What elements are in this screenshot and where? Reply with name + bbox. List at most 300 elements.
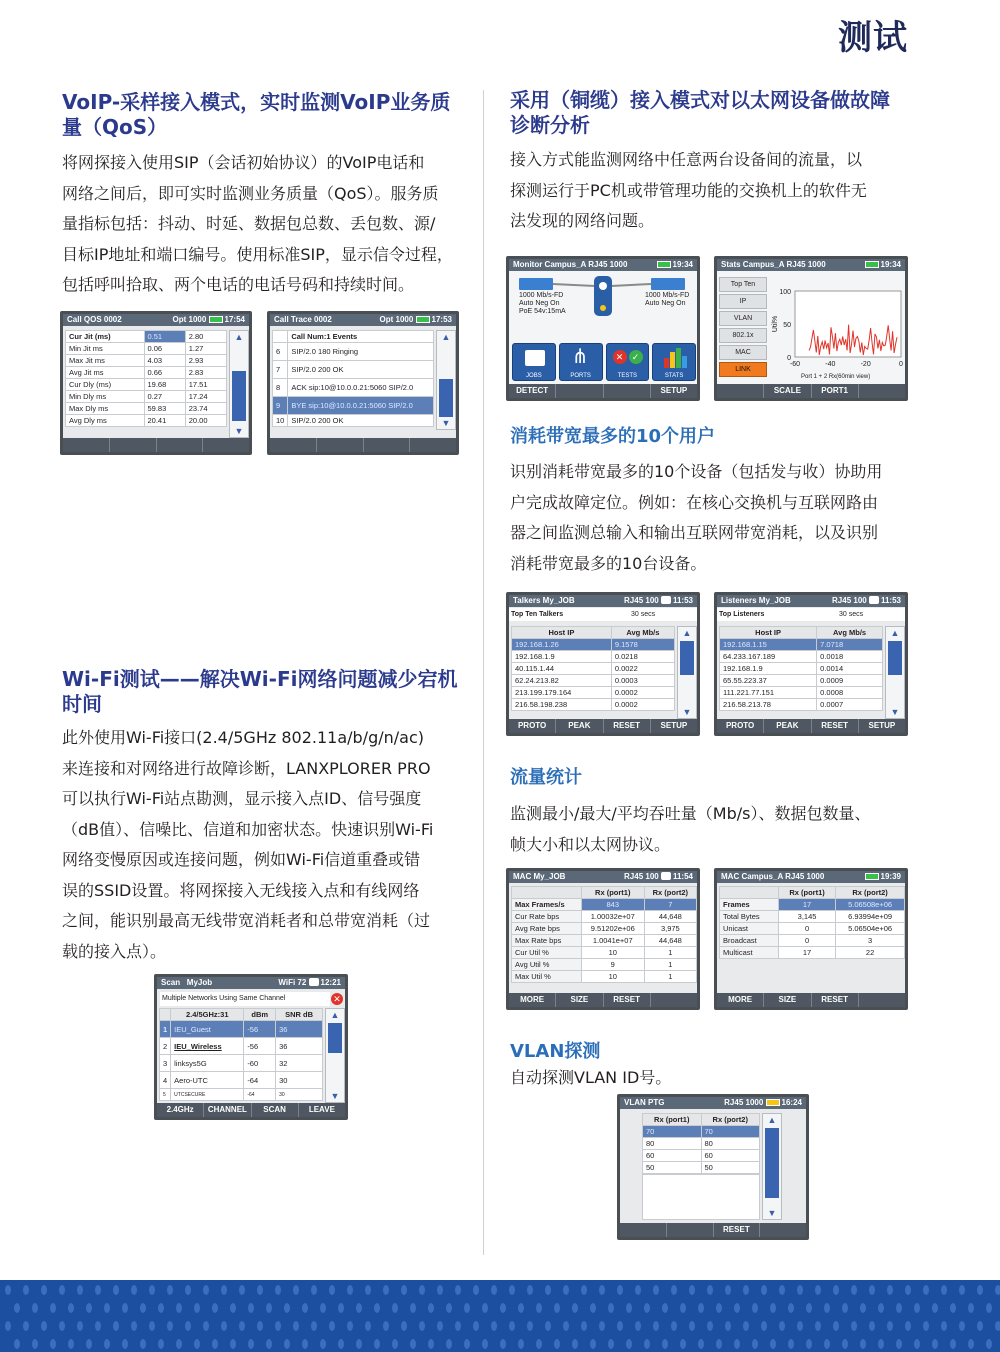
port-info: Auto Neg On bbox=[519, 300, 560, 307]
pattern-dot bbox=[131, 1321, 137, 1331]
table-row[interactable] bbox=[720, 947, 905, 959]
menu-ip[interactable]: IP bbox=[719, 294, 767, 309]
x-tick-label: -20 bbox=[860, 361, 871, 368]
scrollbar[interactable] bbox=[436, 330, 456, 430]
table-row[interactable] bbox=[160, 1055, 323, 1072]
y-tick-label: 0 bbox=[787, 355, 791, 362]
scroll-down-icon[interactable]: ▼ bbox=[234, 426, 244, 436]
pattern-dot bbox=[896, 1303, 902, 1313]
pattern-dot bbox=[68, 1303, 74, 1313]
scroll-up-icon[interactable]: ▲ bbox=[890, 628, 900, 638]
cell: 0.51 bbox=[144, 331, 185, 343]
softkey[interactable] bbox=[157, 438, 204, 452]
detect-button[interactable]: DETECT bbox=[509, 384, 556, 398]
table-row[interactable] bbox=[66, 403, 227, 415]
traffic-heading: 流量统计 bbox=[510, 767, 582, 788]
pattern-dot bbox=[329, 1285, 335, 1295]
table-row[interactable] bbox=[66, 343, 227, 355]
cell: Max Jit ms bbox=[66, 355, 145, 367]
screen-time: 11:54 bbox=[672, 872, 693, 881]
scale-button[interactable]: SCALE bbox=[764, 384, 811, 398]
band-button[interactable]: 2.4GHz bbox=[157, 1103, 204, 1117]
pattern-dot bbox=[662, 1303, 668, 1313]
table-row[interactable] bbox=[273, 415, 434, 427]
table-row[interactable] bbox=[66, 379, 227, 391]
pattern-dot bbox=[419, 1285, 425, 1295]
cell: 0.0014 bbox=[817, 663, 883, 675]
setup-button[interactable]: SETUP bbox=[868, 721, 896, 730]
table-row[interactable] bbox=[643, 1150, 760, 1162]
cell: Cur Util % bbox=[512, 947, 582, 959]
pattern-dot bbox=[788, 1339, 794, 1349]
cell: Avg Util % bbox=[512, 959, 582, 971]
cell: SIP/2.0 200 OK bbox=[288, 361, 434, 379]
table-row[interactable] bbox=[512, 651, 675, 663]
battery-icon bbox=[865, 261, 879, 268]
pattern-dot bbox=[437, 1321, 443, 1331]
pattern-dot bbox=[356, 1339, 362, 1349]
vlan-screen bbox=[617, 1094, 809, 1240]
battery-icon bbox=[657, 261, 671, 268]
pattern-dot bbox=[923, 1285, 929, 1295]
battery-icon bbox=[766, 1099, 780, 1106]
pattern-dot bbox=[725, 1285, 731, 1295]
reset-button[interactable]: RESET bbox=[604, 993, 651, 1007]
table-row[interactable] bbox=[66, 367, 227, 379]
softkey[interactable] bbox=[63, 438, 110, 452]
peak-button[interactable]: PEAK bbox=[764, 719, 811, 733]
size-button[interactable]: SIZE bbox=[556, 993, 603, 1007]
table-row[interactable] bbox=[643, 1162, 760, 1174]
cell: 17.51 bbox=[185, 379, 226, 391]
cell: 192.168.1.15 bbox=[720, 639, 817, 651]
softkey[interactable] bbox=[203, 438, 249, 452]
pattern-dot bbox=[545, 1321, 551, 1331]
pattern-dot bbox=[563, 1285, 569, 1295]
voip-paragraph bbox=[62, 148, 472, 301]
scroll-down-icon[interactable]: ▼ bbox=[890, 707, 900, 717]
text-line: 帧大小和以太网协议。 bbox=[510, 834, 671, 854]
cell: -56 bbox=[244, 1021, 276, 1038]
pattern-dot bbox=[464, 1303, 470, 1313]
table-row[interactable] bbox=[720, 639, 883, 651]
pattern-dot bbox=[446, 1303, 452, 1313]
cell: 7 bbox=[644, 899, 696, 911]
softkey[interactable] bbox=[760, 1223, 806, 1237]
table-row[interactable] bbox=[66, 415, 227, 427]
table-row[interactable] bbox=[512, 959, 697, 971]
table-row[interactable] bbox=[66, 355, 227, 367]
cell: 0.06 bbox=[144, 343, 185, 355]
pattern-dot bbox=[698, 1303, 704, 1313]
screen-title: VLAN PTG bbox=[624, 1098, 665, 1107]
table-row[interactable] bbox=[66, 391, 227, 403]
pattern-dot bbox=[374, 1303, 380, 1313]
scroll-down-icon[interactable]: ▼ bbox=[441, 418, 451, 428]
cell: 9.1578 bbox=[611, 639, 674, 651]
reset-button[interactable]: RESET bbox=[812, 719, 859, 733]
column-header[interactable]: Avg Mb/s bbox=[817, 627, 883, 639]
pattern-dot bbox=[986, 1339, 992, 1349]
setup-button[interactable]: SETUP bbox=[660, 721, 688, 730]
pattern-dot bbox=[527, 1321, 533, 1331]
softkey[interactable] bbox=[667, 1223, 714, 1237]
softkey[interactable] bbox=[717, 384, 764, 398]
interval-label: 30 secs bbox=[631, 611, 656, 618]
pattern-dot bbox=[5, 1321, 11, 1331]
pattern-dot bbox=[356, 1303, 362, 1313]
pattern-dot bbox=[275, 1321, 281, 1331]
pattern-dot bbox=[671, 1321, 677, 1331]
pattern-dot bbox=[212, 1303, 218, 1313]
pattern-dot bbox=[662, 1339, 668, 1349]
pattern-dot bbox=[347, 1321, 353, 1331]
channel-button[interactable]: CHANNEL bbox=[204, 1103, 251, 1117]
pattern-dot bbox=[923, 1321, 929, 1331]
more-button[interactable]: MORE bbox=[717, 993, 764, 1007]
table-row[interactable] bbox=[160, 1038, 323, 1055]
pattern-dot bbox=[698, 1339, 704, 1349]
peak-button[interactable]: PEAK bbox=[556, 719, 603, 733]
table-row[interactable] bbox=[720, 699, 883, 711]
cell: 0 bbox=[778, 935, 835, 947]
folder-icon bbox=[525, 350, 545, 366]
softkey[interactable] bbox=[270, 438, 317, 452]
wifi-scan-screen bbox=[154, 974, 348, 1120]
leave-button[interactable]: LEAVE bbox=[308, 1105, 335, 1114]
topten-paragraph bbox=[510, 457, 920, 579]
pattern-dot bbox=[86, 1339, 92, 1349]
text-line: 此外使用Wi-Fi接口(2.4/5GHz 802.11a/b/g/n/ac) bbox=[62, 728, 424, 747]
scroll-up-icon[interactable]: ▲ bbox=[682, 628, 692, 638]
scroll-up-icon[interactable]: ▲ bbox=[234, 332, 244, 342]
cell: 17.24 bbox=[185, 391, 226, 403]
battery-icon bbox=[661, 872, 671, 880]
scroll-up-icon[interactable]: ▲ bbox=[767, 1115, 777, 1125]
pattern-dot bbox=[149, 1321, 155, 1331]
cell: Cur Dly (ms) bbox=[66, 379, 145, 391]
table-row[interactable] bbox=[512, 675, 675, 687]
cell: 70 bbox=[701, 1126, 760, 1138]
column-header[interactable]: SNR dB bbox=[276, 1009, 323, 1021]
table-row[interactable] bbox=[720, 675, 883, 687]
softkey[interactable] bbox=[410, 438, 456, 452]
column-header[interactable]: Rx (port2) bbox=[836, 887, 905, 899]
table-row[interactable] bbox=[720, 923, 905, 935]
pattern-dot bbox=[230, 1339, 236, 1349]
table-row[interactable] bbox=[273, 397, 434, 415]
column-header[interactable]: dBm bbox=[244, 1009, 276, 1021]
reset-button[interactable]: RESET bbox=[812, 993, 859, 1007]
cell: Cur Rate bps bbox=[512, 911, 582, 923]
cell: Max Dly ms bbox=[66, 403, 145, 415]
table-caption: Top Listeners bbox=[719, 611, 765, 618]
table-row[interactable] bbox=[512, 663, 675, 675]
pattern-dot bbox=[32, 1303, 38, 1313]
pattern-dot bbox=[293, 1321, 299, 1331]
screen-title: Call Trace 0002 bbox=[274, 315, 332, 324]
table-row[interactable] bbox=[720, 899, 905, 911]
pattern-dot bbox=[203, 1321, 209, 1331]
scrollbar[interactable] bbox=[325, 1008, 345, 1103]
pattern-dot bbox=[23, 1285, 29, 1295]
cell: -64 bbox=[244, 1089, 276, 1101]
pattern-dot bbox=[95, 1321, 101, 1331]
pattern-dot bbox=[131, 1285, 137, 1295]
pattern-dot bbox=[941, 1321, 947, 1331]
column-header[interactable]: Rx (port2) bbox=[644, 887, 696, 899]
column-header bbox=[720, 887, 779, 899]
cell: 50 bbox=[701, 1162, 760, 1174]
scroll-up-icon[interactable]: ▲ bbox=[441, 332, 451, 342]
scroll-down-icon[interactable]: ▼ bbox=[767, 1208, 777, 1218]
screen-status: RJ45 100 bbox=[624, 596, 659, 605]
scrollbar[interactable] bbox=[885, 626, 905, 719]
pattern-dot bbox=[968, 1303, 974, 1313]
interval-label: 30 secs bbox=[839, 611, 864, 618]
menu-mac[interactable]: MAC bbox=[719, 345, 767, 360]
table-row[interactable] bbox=[720, 651, 883, 663]
stats-tile[interactable] bbox=[652, 343, 696, 381]
wifi-paragraph bbox=[62, 723, 477, 967]
table-row[interactable] bbox=[512, 947, 697, 959]
screen-title: Stats Campus_A RJ45 1000 bbox=[721, 260, 826, 269]
table-row[interactable] bbox=[512, 899, 697, 911]
pattern-dot bbox=[572, 1303, 578, 1313]
pattern-dot bbox=[581, 1285, 587, 1295]
menu-link[interactable]: LINK bbox=[719, 362, 767, 377]
screen-time: 19:39 bbox=[880, 872, 901, 881]
port-info: PoE 54v:15mA bbox=[519, 308, 566, 315]
pattern-dot bbox=[716, 1339, 722, 1349]
table-row[interactable] bbox=[643, 1126, 760, 1138]
softkey[interactable] bbox=[556, 384, 603, 398]
table-row[interactable] bbox=[720, 935, 905, 947]
scrollbar[interactable] bbox=[677, 626, 697, 719]
cell: Multicast bbox=[720, 947, 779, 959]
pattern-dot bbox=[275, 1285, 281, 1295]
column-header[interactable]: Rx (port2) bbox=[701, 1114, 760, 1126]
proto-button[interactable]: PROTO bbox=[717, 719, 764, 733]
pattern-dot bbox=[239, 1321, 245, 1331]
reset-button[interactable]: RESET bbox=[714, 1223, 761, 1237]
column-header[interactable]: Rx (port1) bbox=[643, 1114, 702, 1126]
table-row[interactable] bbox=[512, 639, 675, 651]
pattern-dot bbox=[752, 1303, 758, 1313]
text-line: 探测运行于PC机或带管理功能的交换机上的软件无 bbox=[510, 180, 867, 200]
table-row[interactable] bbox=[512, 971, 697, 983]
column-header[interactable]: Host IP bbox=[512, 627, 612, 639]
pattern-dot bbox=[176, 1339, 182, 1349]
table-row[interactable] bbox=[273, 343, 434, 361]
scrollbar[interactable] bbox=[762, 1113, 782, 1220]
softkey-bar bbox=[63, 438, 249, 452]
cell: ACK sip:10@10.0.0.21:5060 SIP/2.0 bbox=[288, 379, 434, 397]
cell: Avg Rate bps bbox=[512, 923, 582, 935]
cell: Min Dly ms bbox=[66, 391, 145, 403]
column-header[interactable]: Rx (port1) bbox=[581, 887, 644, 899]
column-header[interactable]: Rx (port1) bbox=[778, 887, 835, 899]
column-header[interactable]: Host IP bbox=[720, 627, 817, 639]
softkey[interactable] bbox=[110, 438, 157, 452]
table-row[interactable] bbox=[720, 663, 883, 675]
reset-button[interactable]: RESET bbox=[604, 719, 651, 733]
cell: 19.68 bbox=[144, 379, 185, 391]
x-tick-label: -40 bbox=[825, 361, 836, 368]
cell: -60 bbox=[244, 1055, 276, 1072]
table-row[interactable] bbox=[643, 1138, 760, 1150]
table-row[interactable] bbox=[720, 911, 905, 923]
cell: 70 bbox=[643, 1126, 702, 1138]
scan-button[interactable]: SCAN bbox=[252, 1103, 299, 1117]
pattern-dot bbox=[77, 1321, 83, 1331]
pattern-dot bbox=[455, 1285, 461, 1295]
pattern-dot bbox=[851, 1321, 857, 1331]
table-row[interactable] bbox=[160, 1021, 323, 1038]
pattern-dot bbox=[707, 1321, 713, 1331]
pattern-dot bbox=[743, 1285, 749, 1295]
page-title: 测试 bbox=[838, 18, 908, 58]
table-row[interactable] bbox=[160, 1072, 323, 1089]
copper-heading: 采用（铜缆）接入模式对以太网设备做故障诊断分析 bbox=[510, 88, 890, 137]
pattern-dot bbox=[770, 1303, 776, 1313]
pattern-dot bbox=[347, 1285, 353, 1295]
menu-vlan[interactable]: VLAN bbox=[719, 311, 767, 326]
cell: 36 bbox=[276, 1021, 323, 1038]
pattern-dot bbox=[509, 1321, 515, 1331]
softkey[interactable] bbox=[859, 993, 905, 1007]
pattern-dot bbox=[806, 1303, 812, 1313]
softkey[interactable] bbox=[364, 438, 411, 452]
softkey[interactable] bbox=[651, 993, 697, 1007]
mac-stats-screen-1 bbox=[506, 868, 700, 1010]
proto-button[interactable]: PROTO bbox=[509, 719, 556, 733]
cell: 192.168.1.26 bbox=[512, 639, 612, 651]
softkey[interactable] bbox=[604, 384, 651, 398]
pattern-dot bbox=[194, 1339, 200, 1349]
pattern-dot bbox=[257, 1285, 263, 1295]
pattern-dot bbox=[716, 1303, 722, 1313]
scrollbar[interactable] bbox=[229, 330, 249, 438]
table-row[interactable] bbox=[512, 699, 675, 711]
pattern-dot bbox=[860, 1303, 866, 1313]
softkey[interactable] bbox=[317, 438, 364, 452]
menu-top-ten[interactable]: Top Ten bbox=[719, 277, 767, 292]
column-header[interactable]: Avg Mb/s bbox=[611, 627, 674, 639]
screen-title: Listeners My_JOB bbox=[721, 596, 791, 605]
softkey[interactable] bbox=[620, 1223, 667, 1237]
screen-time: 16:24 bbox=[781, 1098, 802, 1107]
column-header[interactable]: 2.4/5GHz:31 bbox=[171, 1009, 244, 1021]
pattern-dot bbox=[284, 1339, 290, 1349]
pattern-dot bbox=[320, 1339, 326, 1349]
pattern-dot bbox=[599, 1285, 605, 1295]
cell: 192.168.1.9 bbox=[720, 663, 817, 675]
pattern-dot bbox=[293, 1285, 299, 1295]
cell: 2.83 bbox=[185, 367, 226, 379]
cell: 22 bbox=[836, 947, 905, 959]
table-row[interactable] bbox=[160, 1089, 323, 1101]
pattern-dot bbox=[329, 1321, 335, 1331]
port1-button[interactable]: PORT1 bbox=[812, 384, 859, 398]
jobs-tile[interactable] bbox=[512, 343, 556, 381]
table-row[interactable] bbox=[720, 687, 883, 699]
cell: 32 bbox=[276, 1055, 323, 1072]
pattern-dot bbox=[779, 1321, 785, 1331]
ports-tile[interactable] bbox=[559, 343, 603, 381]
softkey[interactable] bbox=[859, 384, 905, 398]
cell: 64.233.167.189 bbox=[720, 651, 817, 663]
pattern-dot bbox=[122, 1339, 128, 1349]
cell: Frames bbox=[720, 899, 779, 911]
pattern-dot bbox=[797, 1321, 803, 1331]
pattern-dot bbox=[509, 1285, 515, 1295]
qos-table bbox=[65, 330, 227, 427]
cell: 1.27 bbox=[185, 343, 226, 355]
softkey-bar bbox=[509, 719, 697, 733]
menu-8021x[interactable]: 802.1x bbox=[719, 328, 767, 343]
pattern-dot bbox=[266, 1303, 272, 1313]
pattern-dot bbox=[671, 1285, 677, 1295]
ports-icon: ⋔ bbox=[571, 346, 589, 368]
pattern-dot bbox=[374, 1339, 380, 1349]
size-button[interactable]: SIZE bbox=[764, 993, 811, 1007]
cell: 6.93994e+09 bbox=[836, 911, 905, 923]
pattern-dot bbox=[365, 1321, 371, 1331]
setup-button[interactable]: SETUP bbox=[660, 386, 688, 395]
cell: SIP/2.0 200 OK bbox=[288, 415, 434, 427]
table-row[interactable] bbox=[512, 687, 675, 699]
more-button[interactable]: MORE bbox=[509, 993, 556, 1007]
table-row[interactable] bbox=[512, 923, 697, 935]
pattern-dot bbox=[149, 1285, 155, 1295]
pattern-dot bbox=[14, 1339, 20, 1349]
pattern-dot bbox=[140, 1339, 146, 1349]
pattern-dot bbox=[905, 1321, 911, 1331]
cell: 80 bbox=[701, 1138, 760, 1150]
y-axis-label: Util% bbox=[772, 315, 779, 333]
table-row[interactable] bbox=[512, 935, 697, 947]
table-row[interactable] bbox=[66, 331, 227, 343]
cell: Avg Jit ms bbox=[66, 367, 145, 379]
table-row[interactable] bbox=[273, 361, 434, 379]
pattern-dot bbox=[554, 1339, 560, 1349]
pattern-dot bbox=[608, 1303, 614, 1313]
pattern-dot bbox=[869, 1285, 875, 1295]
text-line: 识别消耗带宽最多的10个设备（包括发与收）协助用 bbox=[510, 462, 883, 481]
cell: 3,975 bbox=[644, 923, 696, 935]
table-row[interactable] bbox=[273, 379, 434, 397]
scroll-down-icon[interactable]: ▼ bbox=[682, 707, 692, 717]
scroll-up-icon[interactable]: ▲ bbox=[330, 1010, 340, 1020]
pattern-dot bbox=[626, 1339, 632, 1349]
pattern-dot bbox=[833, 1321, 839, 1331]
text-line: 器之间监测总输入和输出互联网带宽消耗，以及识别 bbox=[510, 523, 879, 542]
screen-title: Call QOS 0002 bbox=[67, 315, 122, 324]
scroll-down-icon[interactable]: ▼ bbox=[330, 1091, 340, 1101]
pattern-dot bbox=[779, 1285, 785, 1295]
close-icon[interactable]: ✕ bbox=[331, 993, 343, 1005]
pattern-dot bbox=[14, 1303, 20, 1313]
cell: 1 bbox=[160, 1021, 171, 1038]
table-row[interactable] bbox=[512, 911, 697, 923]
cell: 44,648 bbox=[644, 911, 696, 923]
softkey-bar bbox=[157, 1103, 345, 1117]
pattern-dot bbox=[950, 1303, 956, 1313]
cell: 7.0718 bbox=[817, 639, 883, 651]
pattern-dot bbox=[5, 1285, 11, 1295]
tests-tile[interactable] bbox=[606, 343, 650, 381]
